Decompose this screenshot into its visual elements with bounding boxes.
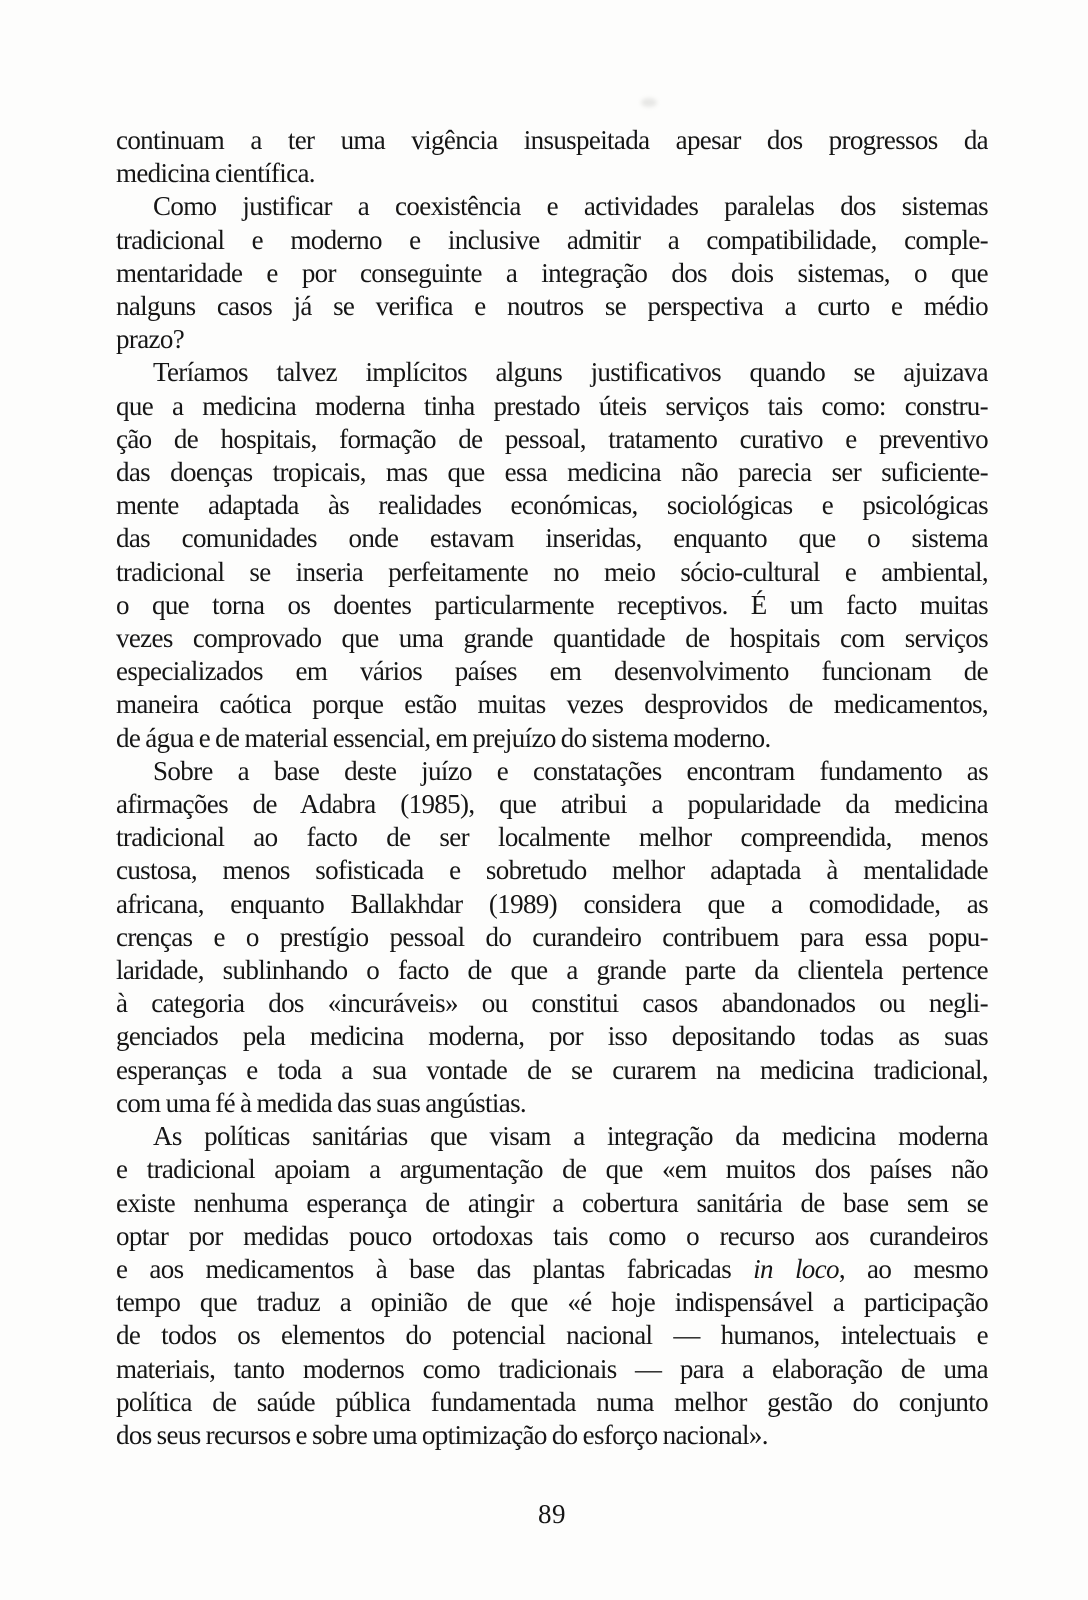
text-line: genciados pela medicina moderna, por isso depositando todas as suas xyxy=(116,1021,988,1052)
text-line: das doenças tropicais, mas que essa medicina não parecia ser suficiente- xyxy=(116,457,988,488)
text-line: existe nenhuma esperança de atingir a cobertura sanitária de base sem se xyxy=(116,1187,988,1218)
text-line: maneira caótica porque estão muitas vezes desprovidos de medicamentos, xyxy=(116,689,988,720)
text-line: tradicional se inseria perfeitamente no meio sócio-cultural e ambiental, xyxy=(116,556,988,587)
text-line: mentaridade e por conseguinte a integração dos dois sistemas, o que xyxy=(116,257,988,288)
text-line: que a medicina moderna tinha prestado úteis serviços tais como: constru- xyxy=(116,390,988,421)
text-line: africana, enquanto Ballakhdar (1989) considera que a comodidade, as xyxy=(116,888,988,919)
text-line: mente adaptada às realidades económicas, sociológicas e psicológicas xyxy=(116,490,988,521)
text-line: de água e de material essencial, em prejuízo do sistema moderno. xyxy=(116,722,771,753)
text-line: ção de hospitais, formação de pessoal, tratamento curativo e preventivo xyxy=(116,423,988,454)
text-line: o que torna os doentes particularmente receptivos. É um facto muitas xyxy=(116,589,988,620)
page-text xyxy=(116,124,988,1452)
text-segment: , ao mesmo xyxy=(838,1253,988,1284)
text-segment: e aos medicamentos à base das plantas fabricadas xyxy=(116,1253,754,1284)
text-line: especializados em vários países em desenvolvimento funcionam de xyxy=(116,656,988,687)
page-number: 89 xyxy=(538,1499,566,1529)
text-line: custosa, menos sofisticada e sobretudo melhor adaptada à mentalidade xyxy=(116,855,988,886)
text-line: tradicional ao facto de ser localmente melhor compreendida, menos xyxy=(116,822,988,853)
text-line: tempo que traduz a opinião de que «é hoje indispensável a participação xyxy=(116,1287,988,1318)
text-line: vezes comprovado que uma grande quantidade de hospitais com serviços xyxy=(116,623,988,654)
italic-phrase: in loco xyxy=(753,1253,839,1284)
text-line: nalguns casos já se verifica e noutros se perspectiva a curto e médio xyxy=(116,291,988,322)
text-line: política de saúde pública fundamentada numa melhor gestão do conjunto xyxy=(116,1386,988,1417)
text-line: medicina científica. xyxy=(116,158,315,189)
text-line: à categoria dos «incuráveis» ou constitui casos abandonados ou negli- xyxy=(116,988,988,1019)
text-line: As políticas sanitárias que visam a integração da medicina moderna xyxy=(153,1121,988,1152)
text-line: com uma fé à medida das suas angústias. xyxy=(116,1087,527,1118)
text-line xyxy=(116,1253,988,1286)
text-line: Como justificar a coexistência e actividades paralelas dos sistemas xyxy=(153,191,988,222)
text-line: Teríamos talvez implícitos alguns justificativos quando se ajuizava xyxy=(153,357,988,388)
text-line: prazo? xyxy=(116,324,185,355)
scan-smudge xyxy=(641,98,657,107)
text-line: afirmações de Adabra (1985), que atribui a popularidade da medicina xyxy=(116,789,988,820)
text-line: Sobre a base deste juízo e constatações encontram fundamento as xyxy=(153,755,988,786)
text-line: materiais, tanto modernos como tradicionais — para a elaboração de uma xyxy=(116,1353,988,1384)
text-line: laridade, sublinhando o facto de que a grande parte da clientela pertence xyxy=(116,955,988,986)
text-line: de todos os elementos do potencial nacional — humanos, intelectuais e xyxy=(116,1320,988,1351)
text-line: das comunidades onde estavam inseridas, enquanto que o sistema xyxy=(116,523,988,554)
text-line: crenças e o prestígio pessoal do curandeiro contribuem para essa popu- xyxy=(116,921,988,952)
text-line: tradicional e moderno e inclusive admitir a compatibilidade, comple- xyxy=(116,224,988,255)
text-line: continuam a ter uma vigência insuspeitada apesar dos progressos da xyxy=(116,125,988,155)
text-line: dos seus recursos e sobre uma optimização do esforço nacional». xyxy=(116,1419,768,1450)
text-line: optar por medidas pouco ortodoxas tais como o recurso aos curandeiros xyxy=(116,1220,988,1251)
text-line: e tradicional apoiam a argumentação de que «em muitos dos países não xyxy=(116,1154,988,1185)
text-line: esperanças e toda a sua vontade de se curarem na medicina tradicional, xyxy=(116,1054,988,1085)
